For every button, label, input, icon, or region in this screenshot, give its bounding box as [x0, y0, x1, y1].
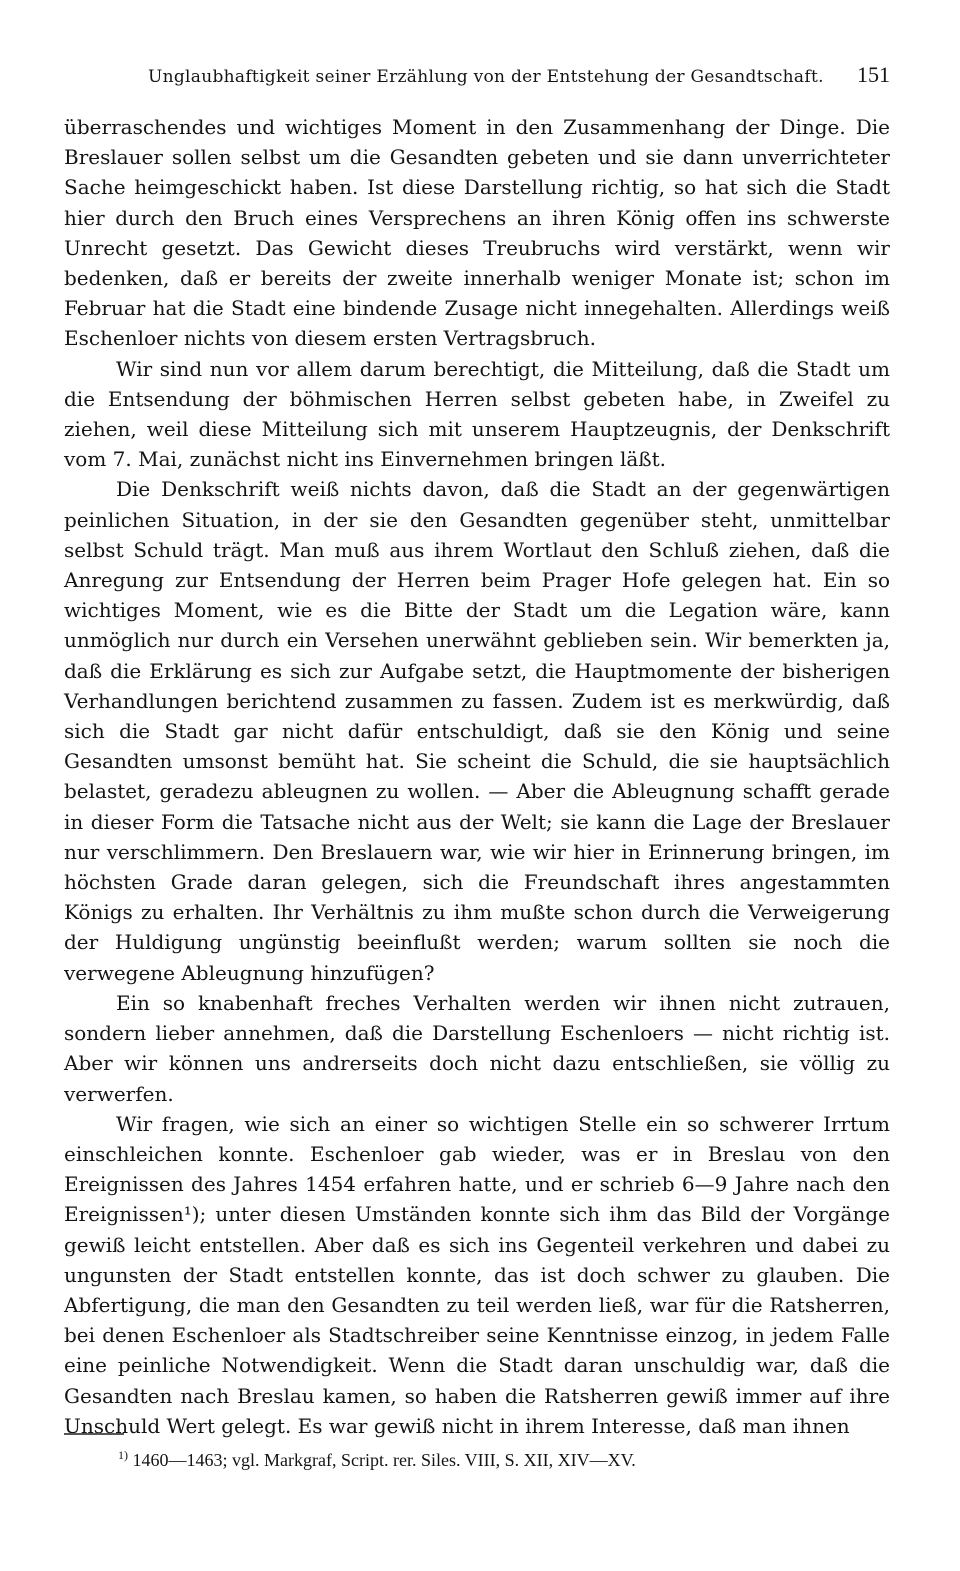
paragraph-1: überraschendes und wichtiges Moment in den Zusammenhang der Dinge. Die Breslauer sollen selbst um die Gesandten gebeten und sie dann unverrichteter Sache heimgeschickt haben. Ist diese Darstellung richtig, so hat sich die Stadt hier durch den Bruch eines Versprechens an ihren König offen ins schwerste Unrecht gesetzt. Das Gewicht dieses Treubruchs wird verstärkt, wenn wir bedenken, daß er bereits der zweite innerhalb weniger Monate ist; schon im Februar hat die Stadt eine bindende Zusage nicht innegehalten. Allerdings weiß Eschenloer nichts von diesem ersten Vertragsbruch. — [64, 115, 890, 351]
paragraph-3: Die Denkschrift weiß nichts davon, daß die Stadt an der gegenwärtigen peinlichen Situation, in der sie den Gesandten gegenüber steht, unmittelbar selbst Schuld trägt. Man muß aus ihrem Wortlaut den Schluß ziehen, daß die Anregung zur Entsendung der Herren beim Prager Hofe gelegen hat. Ein so wichtiges Moment, wie es die Bitte der Stadt um die Legation wäre, kann unmöglich nur durch ein Versehen unerwähnt geblieben sein. Wir bemerkten ja, daß die Erklärung es sich zur Aufgabe setzt, die Hauptmomente der bisherigen Verhandlungen berichtend zusammen zu fassen. Zudem ist es merkwürdig, daß sich die Stadt gar nicht dafür entschuldigt, daß sie den König und seine Gesandten umsonst bemüht hat. Sie scheint die Schuld, die sie hauptsächlich belastet, geradezu ableugnen zu wollen. — Aber die Ableugnung schafft gerade in dieser Form die Tatsache nicht aus der Welt; sie kann die Lage der Breslauer nur verschlimmern. Den Breslauern war, wie wir hier in Erinnerung bringen, im höchsten Grade daran gelegen, sich die Freundschaft ihres angestammten Königs zu erhalten. Ihr Verhältnis zu ihm mußte schon durch die Verweigerung der Huldigung ungünstig beeinflußt werden; warum sollten sie noch die verwegene Ableugnung hinzufügen? — [64, 477, 890, 985]
paragraph-5: Wir fragen, wie sich an einer so wichtigen Stelle ein so schwerer Irrtum einschleichen konnte. Eschenloer gab wieder, was er in Breslau von den Ereignissen des Jahres 1454 erfahren hatte, und er schrieb 6—9 Jahre nach den Ereignissen¹); unter diesen Umständen konnte sich ihm das Bild der Vorgänge gewiß leicht entstellen. Aber daß es sich ins Gegenteil verkehren und dabei zu ungunsten der Stadt entstellen konnte, das ist doch schwer zu glauben. Die Abfertigung, die man den Gesandten zu teil werden ließ, war für die Ratsherren, bei denen Eschenloer als Stadtschreiber seine Kenntnisse einzog, in jedem Falle eine peinliche Notwendigkeit. Wenn die Stadt daran unschuldig war, daß die Gesandten nach Breslau kamen, so haben die Ratsherren gewiß immer auf ihre Unschuld Wert gelegt. Es war gewiß nicht in ihrem Interesse, daß man ihnen — [64, 1111, 890, 1438]
body-text — [64, 112, 890, 1441]
footnote — [118, 1448, 636, 1471]
footnote-marker: 1) — [118, 1448, 128, 1462]
paragraph-4: Ein so knabenhaft freches Verhalten werden wir ihnen nicht zutrauen, sondern lieber annehmen, daß die Darstellung Eschenloers — nicht richtig ist. Aber wir können uns andrerseits doch nicht dazu entschließen, sie völlig zu verwerfen. — [64, 990, 890, 1106]
footnote-rule — [64, 1433, 124, 1435]
paragraph-2: Wir sind nun vor allem darum berechtigt, die Mitteilung, daß die Stadt um die Entsendung der böhmischen Herren selbst gebeten habe, in Zweifel zu ziehen, weil diese Mitteilung sich mit unserem Hauptzeugnis, der Denkschrift vom 7. Mai, zunächst nicht ins Einvernehmen bringen läßt. — [64, 356, 890, 472]
running-head: Unglaubhaftigkeit seiner Erzählung von der Entstehung der Gesandtschaft. — [148, 67, 824, 87]
footnote-text: 1460—1463; vgl. Markgraf, Script. rer. Siles. VIII, S. XII, XIV—XV. — [132, 1450, 636, 1470]
page-header — [148, 62, 890, 96]
page-number: 151 — [857, 62, 890, 87]
